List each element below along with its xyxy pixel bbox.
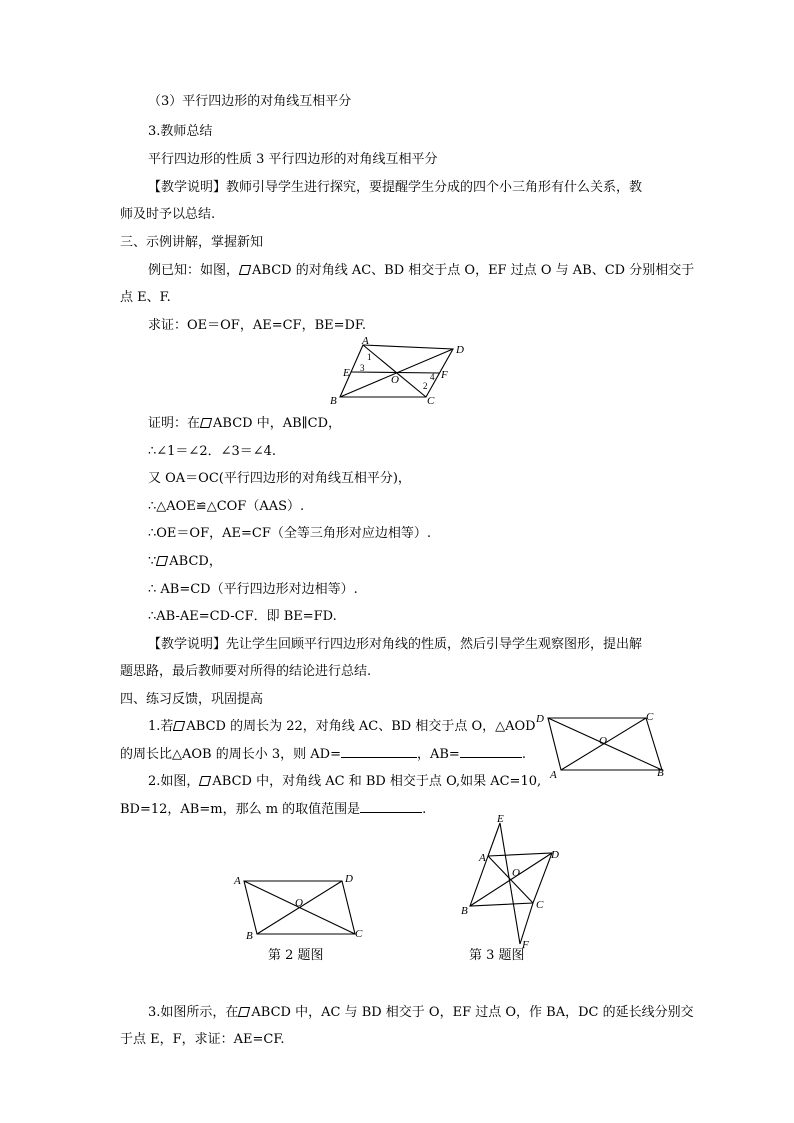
since-symbol: ∵ <box>148 554 157 569</box>
line-prove: 求证：OE＝OF，AE=CF，BE=DF. <box>148 318 367 333</box>
line-proof-start <box>148 415 341 433</box>
example-body: ABCD 的对角线 AC、BD 相交于点 O，EF 过点 O 与 AB、CD 分别相交于 <box>252 263 695 278</box>
exercise-1-prefix: 1.若 <box>148 719 174 734</box>
fig2-label-c: C <box>646 711 654 723</box>
fig4-label-b: B <box>461 905 468 917</box>
line-teacher-summary: 3.教师总结 <box>148 124 213 139</box>
fig4-label-o: O <box>512 867 520 879</box>
exercise-2 <box>148 773 541 791</box>
exercise-2-end: . <box>422 802 427 817</box>
line-property-3: 平行四边形的性质 3 平行四边形的对角线互相平分 <box>148 152 438 167</box>
section-heading-3: 三、示例讲解，掌握新知 <box>120 235 264 250</box>
fig3-label-o: O <box>295 897 303 909</box>
line-example-cont: 点 E、F. <box>120 290 171 305</box>
example-prefix: 例已知：如图， <box>148 263 240 278</box>
fig1-label-e: E <box>343 367 350 379</box>
line-proof-ab-cd: ∴ AB=CD（平行四边形对边相等）. <box>148 582 358 597</box>
fig1-label-f: F <box>441 369 448 381</box>
parallelogram-symbol-icon <box>238 1005 250 1015</box>
line-proof-angles: ∴∠1＝∠2．∠3＝∠4. <box>148 444 277 459</box>
fig3-label-a: A <box>234 875 241 887</box>
line-proof-conclusion: ∴AB-AE=CD-CF．即 BE=FD. <box>148 609 337 624</box>
line-teaching-note-2: 【教学说明】先让学生回顾平行四边形对角线的性质，然后引导学生观察图形，提出解 <box>148 637 643 652</box>
fig4-label-c: C <box>536 899 544 911</box>
answer-blank-ab[interactable] <box>460 745 522 758</box>
parallelogram-symbol-icon <box>199 774 211 784</box>
fig1-angle-3: 3 <box>360 363 365 373</box>
fig1-label-c: C <box>427 395 435 407</box>
proof-prefix: 证明：在 <box>148 416 201 431</box>
answer-blank-ad[interactable] <box>341 745 417 758</box>
fig2-label-b: B <box>657 767 664 779</box>
since-body: ABCD， <box>169 554 222 569</box>
caption-exercise-3-figure: 第 3 题图 <box>469 948 525 963</box>
line-proof-oe-of: ∴OE＝OF，AE=CF（全等三角形对应边相等）. <box>148 526 431 541</box>
section-heading-4: 四、练习反馈，巩固提高 <box>120 692 264 707</box>
exercise-2-body: ABCD 中，对角线 AC 和 BD 相交于点 O,如果 AC=10, <box>212 774 542 789</box>
line-proof-since <box>148 553 222 571</box>
fig2-label-a: A <box>550 769 557 781</box>
exercise-2-prefix: 2.如图， <box>148 774 200 789</box>
exercise-3-body: ABCD 中，AC 与 BD 相交于 O，EF 过点 O，作 BA，DC 的延长线分别交 <box>251 1005 694 1020</box>
line-teaching-note-1: 【教学说明】教师引导学生进行探究，要提醒学生分成的四个小三角形有什么关系，教 <box>148 180 643 195</box>
line-proof-oa-oc: 又 OA＝OC(平行四边形的对角线互相平分)， <box>148 471 411 486</box>
fig4-label-f: F <box>522 939 529 951</box>
fig4-label-a: A <box>479 852 486 864</box>
fig4-label-e: E <box>497 813 504 825</box>
exercise-1-body: ABCD 的周长为 22，对角线 AC、BD 相交于点 O，△AOD <box>186 719 536 734</box>
fig3-label-b: B <box>246 930 253 942</box>
fig1-label-d: D <box>456 344 464 356</box>
exercise-2-figure <box>232 870 372 940</box>
fig1-angle-2: 2 <box>423 381 428 391</box>
parallelogram-symbol-icon <box>200 416 212 426</box>
fig1-angle-4: 4 <box>430 372 435 382</box>
fig4-label-d: D <box>551 849 559 861</box>
line-proof-congruent: ∴△AOE≌△COF（AAS）. <box>148 499 305 514</box>
fig2-label-o: O <box>599 735 607 747</box>
fig1-label-o: O <box>391 374 399 386</box>
line-teaching-note-2-cont: 题思路，最后教师要对所得的结论进行总结. <box>120 664 372 679</box>
fig1-label-b: B <box>330 395 337 407</box>
parallelogram-symbol-icon <box>156 554 168 564</box>
fig1-angle-1: 1 <box>367 352 372 362</box>
line-example <box>148 262 694 280</box>
exercise-3 <box>148 1004 694 1022</box>
exercise-2-cont <box>120 800 426 819</box>
example-figure <box>330 335 470 408</box>
exercise-3-cont: 于点 E，F，求证：AE=CF. <box>120 1032 285 1047</box>
exercise-3-prefix: 3.如图所示，在 <box>148 1005 239 1020</box>
exercise-1 <box>148 718 536 736</box>
exercise-1-end: . <box>521 747 526 762</box>
line-parallelogram-property: （3）平行四边形的对角线互相平分 <box>148 94 352 109</box>
answer-blank-m-range[interactable] <box>360 800 422 813</box>
exercise-1-figure <box>536 708 676 780</box>
exercise-3-figure <box>455 813 575 951</box>
exercise-1-ab-text: ，AB= <box>416 747 460 762</box>
fig1-label-a: A <box>362 335 369 347</box>
exercise-1-cont <box>120 745 526 764</box>
parallelogram-symbol-icon <box>173 719 185 729</box>
fig3-label-c: C <box>355 928 363 940</box>
line-teaching-note-1-cont: 师及时予以总结. <box>120 207 216 222</box>
exercise-2-range-text: BD=12，AB=m，那么 m 的取值范围是 <box>120 802 361 817</box>
fig3-label-d: D <box>345 873 353 885</box>
exercise-1-ad-text: 的周长比△AOB 的周长小 3，则 AD= <box>120 747 341 762</box>
proof-body: ABCD 中，AB∥CD， <box>213 416 342 431</box>
parallelogram-symbol-icon <box>239 263 251 273</box>
caption-exercise-2-figure: 第 2 题图 <box>268 948 324 963</box>
fig2-label-d: D <box>536 713 544 725</box>
